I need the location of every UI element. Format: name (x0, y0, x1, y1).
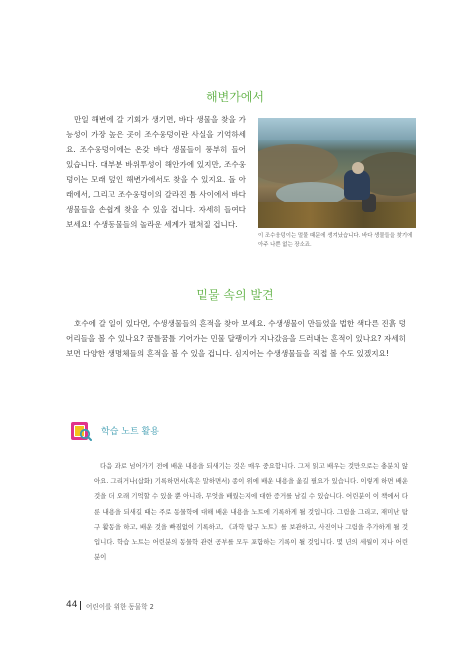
footer-divider (80, 601, 81, 610)
study-note-paragraph: 다음 과로 넘어가기 전에 배운 내용을 되새기는 것은 매우 중요합니다. 그저 읽고 배우는 것만으로는 충분치 않아요. 그리거나(삽화) 기록하면서(혹은 말하면서) 종이 위에 배운 내용을 옮길 필요가 있습니다. 이렇게 하면 배운 것을 더 오래 기억할 수 있을 뿐 아니라, 무엇을 배웠는지에 대한 증거를 남길 수 있습니다. 어린분이 이 책에서 다룬 내용을 되새길 때는 주로 동물학에 대해 배운 내용을 노트에 기록하게 될 것입니다. 그림을 그리고, 재미난 탐구 활동을 하고, 배운 것을 빠짐없이 기록하고, 《과학 탐구 노트》를 보관하고, 사진이나 그림을 추가하게 될 것입니다. 학습 노트는 어린분의 동물학 관련 공부를 모두 포함하는 기록이 될 것입니다. 몇 년의 세월이 지나 어린분이 (94, 462, 408, 562)
photo-rock (258, 144, 338, 184)
photo-caption: 이 조수웅덩이는 멀물 때문에 생겨났습니다. 바다 생물들을 찾기에 아주 나쁜 없는 장소죠. (258, 233, 413, 248)
book-title: 어린이를 위한 동물학 2 (86, 603, 154, 611)
photo-seaweed (258, 202, 416, 228)
freshwater-paragraph: 호수에 갈 일이 있다면, 수생생물들의 흔적을 찾아 보세요. 수생생물이 만들었을 법한 색다른 진흙 덩어리들을 볼 수 있나요? 꿈틀꿈틀 기어가는 민물 달팽이가 지나갔음을 드러내는 흔적이 있나요? 자세히 보면 다양한 생명체들의 흔적을 볼 수 있을 겁니다. 심지어는 수생생물들을 직접 볼 수도 있겠지요! (66, 319, 406, 358)
photo-person-body (344, 170, 370, 200)
beach-paragraph: 만일 해변에 갈 기회가 생기면, 바다 생물을 찾을 가능성이 가장 높은 곳이 조수웅덩이란 사실을 기억하세요. 조수웅덩이에는 온갖 바다 생물들이 풍부히 들어 있습니다. 대부분 바위투성이 해안가에 있지만, 조수웅덩이는 모래 덮인 해변가에서도 찾을 수 있지요. 돌 아래에서, 그리고 조수웅덩이의 갈라진 틈 사이에서 바다 생물들을 손쉽게 찾을 수 있을 겁니다. 자세히 들여다 보세요! 수생동물들의 놀라운 세계가 펼쳐질 겁니다. (66, 115, 246, 229)
section-title-freshwater: 밑물 속의 발견 (196, 288, 274, 302)
study-note-paragraph-container (94, 459, 408, 565)
page-number: 44 (66, 600, 78, 610)
photo-sea (258, 118, 416, 140)
section-title-beach: 해변가에서 (206, 90, 264, 104)
study-note-icon (70, 420, 92, 442)
freshwater-paragraph-container (66, 316, 406, 361)
study-note-label: 학습 노트 활용 (101, 427, 159, 437)
beach-paragraph-container (66, 112, 246, 232)
photo-person-head (352, 162, 364, 174)
tide-pool-photo (258, 118, 416, 228)
